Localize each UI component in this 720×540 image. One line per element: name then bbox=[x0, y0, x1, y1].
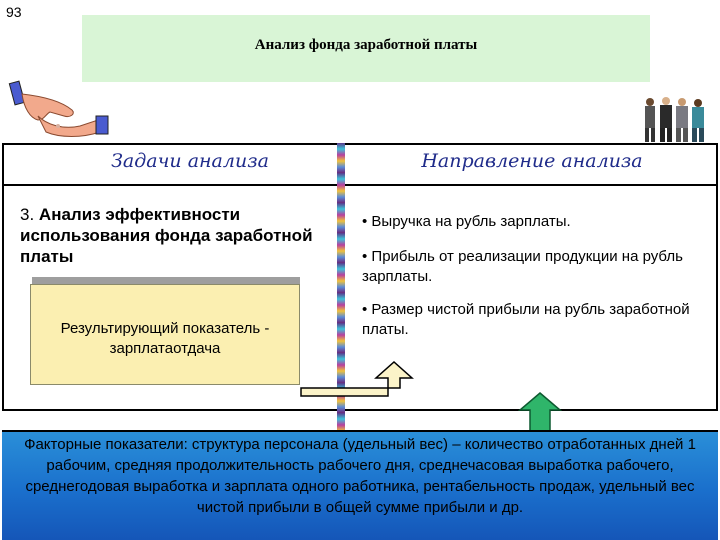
factor-text: Факторные показатели: структура персонала (удельный вес) – количество отработанных дней 1 рабочим, средняя продолжительность рабочего дня, среднечасовая выработка рабочего, среднегодовая выработка и зарплата одного работника, рентабельность продаж, удельный вес чистой прибыли в общей сумме прибыли и др. bbox=[24, 436, 696, 516]
header-tasks: Задачи анализа bbox=[111, 150, 269, 172]
result-line-1: Результирующий показатель - bbox=[60, 320, 270, 337]
factor-box bbox=[2, 430, 718, 540]
handshake-hands-icon bbox=[10, 80, 110, 140]
task-description: Анализ эффективности использования фонда заработной платы bbox=[20, 205, 313, 266]
direction-item: • Выручка на рубль зарплаты. bbox=[362, 213, 571, 230]
task-number: 3. bbox=[20, 205, 35, 224]
result-box bbox=[30, 284, 300, 385]
title-box bbox=[82, 15, 650, 82]
result-text bbox=[31, 319, 299, 359]
arrow-up-green-icon bbox=[518, 392, 562, 432]
header-divider bbox=[2, 184, 718, 186]
result-line-2: зарплатаотдача bbox=[109, 340, 221, 357]
direction-item: • Размер чистой прибыли на рубль заработной платы. bbox=[362, 301, 690, 338]
header-directions: Направление анализа bbox=[421, 150, 643, 172]
direction-item: • Прибыль от реализации продукции на рубль зарплаты. bbox=[362, 248, 683, 285]
business-people-icon bbox=[640, 96, 710, 144]
arrow-up-yellow-icon bbox=[300, 360, 430, 400]
page-title: Анализ фонда заработной платы bbox=[254, 37, 478, 53]
slide-number: 93 bbox=[6, 4, 22, 20]
task-text bbox=[20, 204, 320, 267]
